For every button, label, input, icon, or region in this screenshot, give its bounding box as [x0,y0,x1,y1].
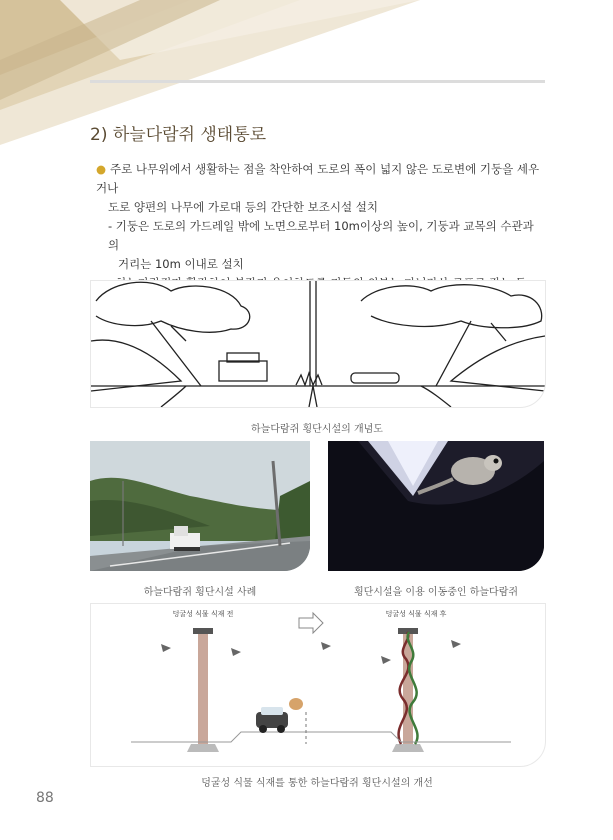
bullet-dot-icon: ● [96,162,107,176]
figure1-caption: 하늘다람쥐 횡단시설의 개념도 [251,424,383,435]
figure4-caption: 덩굴성 식물 식재를 통한 하늘다람쥐 횡단시설의 개선 [201,778,433,789]
roadside-photo-image [90,441,310,571]
bullet-main-line2: 도로 양편의 나무에 가로대 등의 간단한 보조시설 설치 [108,200,378,214]
after-label: 덩굴성 식물 식재 후 [385,610,447,618]
flying-squirrel-photo [328,441,544,571]
sub-bullet-1-line2: 거리는 10m 이내로 설치 [118,257,244,271]
roadside-photo [90,441,310,571]
flying-squirrel-photo-image [328,441,544,571]
concept-drawing [91,281,545,407]
sub-bullet-1-line1: - 기둥은 도로의 가드레일 밖에 노면으로부터 10m이상의 높이, 기둥과 교목의 수관과의 [108,219,534,252]
page-number: 88 [36,790,54,806]
vine-improvement-diagram [91,604,545,766]
vine-improvement-figure [90,603,546,767]
bullet-main-line1: ● 주로 나무위에서 생활하는 점을 착안하여 도로의 폭이 넓지 않은 도로변에 기둥을 세우거나 [96,162,540,195]
header-rule [90,80,545,83]
section-title: 2) 하늘다람쥐 생태통로 [90,125,267,145]
figure2-caption: 하늘다람쥐 횡단시설 사례 [143,587,257,598]
concept-drawing-figure [90,280,546,408]
before-label: 덩굴성 식물 식재 전 [172,610,234,618]
figure3-caption: 횡단시설을 이용 이동중인 하늘다람쥐 [353,587,519,598]
